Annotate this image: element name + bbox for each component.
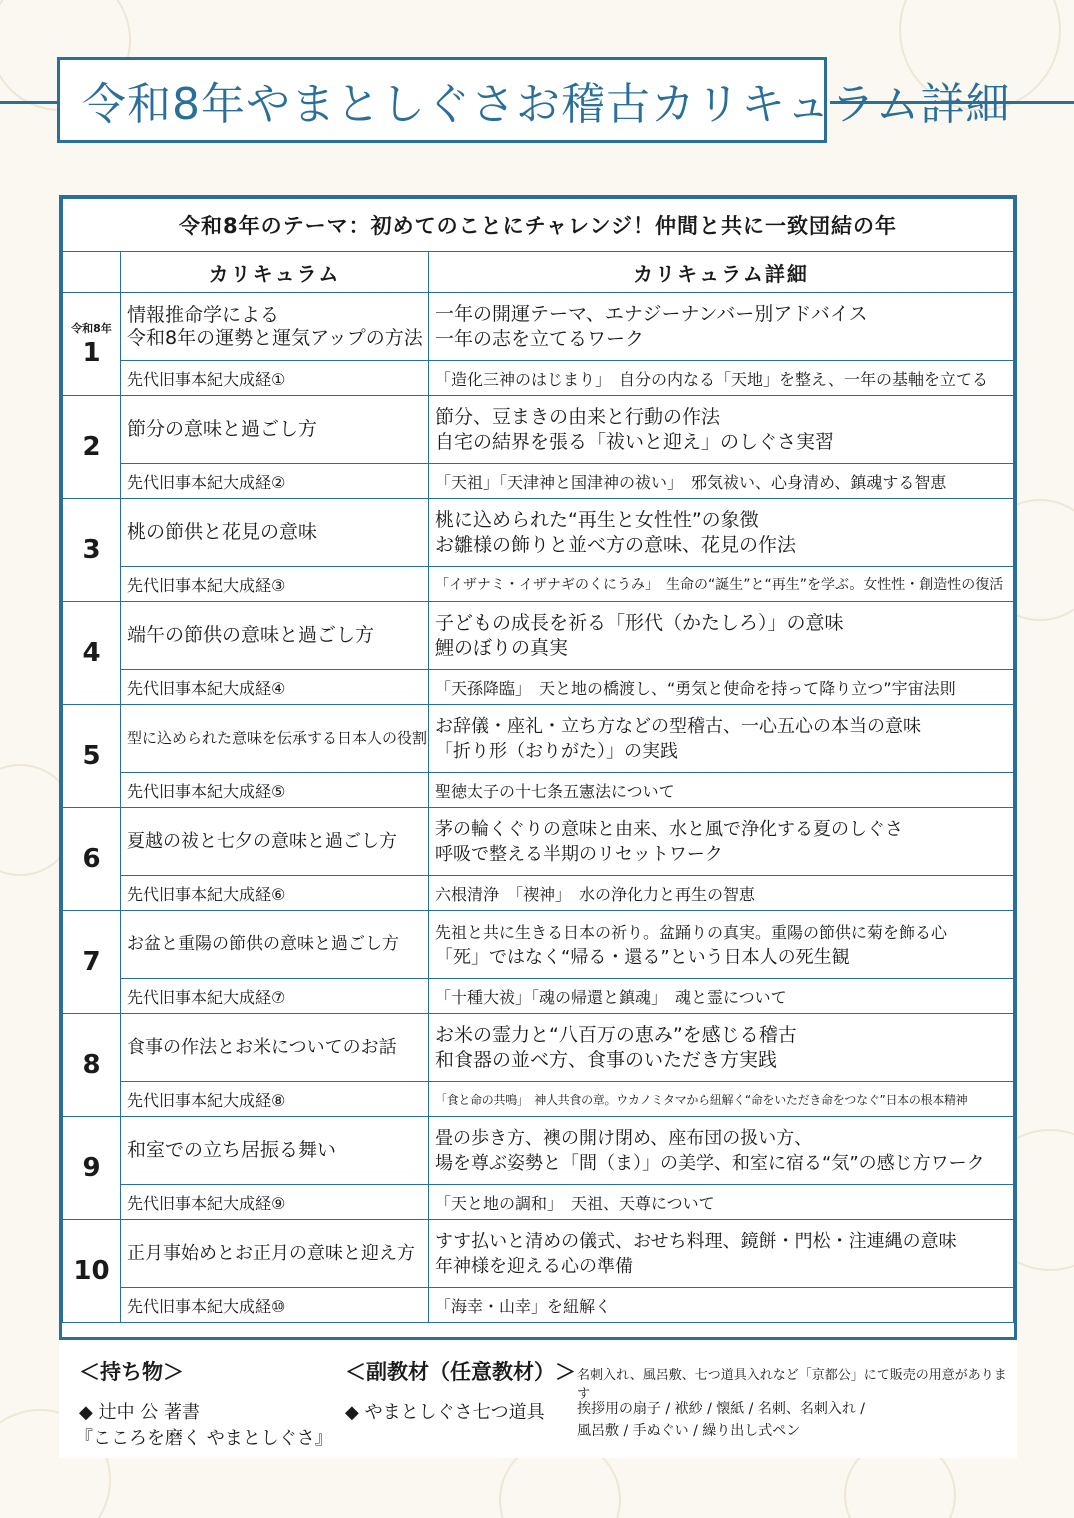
lesson-subrow xyxy=(63,567,1014,602)
lesson-title: 桃の節供と花見の意味 xyxy=(121,499,429,567)
lesson-title: 正月事始めとお正月の意味と迎え方 xyxy=(121,1220,429,1288)
lesson-number-value: 1 xyxy=(82,338,101,368)
detail-line: 呼吸で整える半期のリセットワーク xyxy=(435,843,723,865)
sub-detail: 「天孫降臨」 天と地の橋渡し、“勇気と使命を持って降り立つ”宇宙法則 xyxy=(429,670,1014,705)
lesson-row xyxy=(63,911,1014,979)
lesson-title: 型に込められた意味を伝承する日本人の役割 xyxy=(121,705,429,773)
fuku-item: ◆ やまとしぐさ七つ道具 xyxy=(345,1402,545,1423)
lesson-number: 6 xyxy=(63,808,121,911)
footer-section xyxy=(59,1337,1017,1458)
lesson-detail xyxy=(429,1117,1014,1185)
sub-detail: 「海幸・山幸」を紐解く xyxy=(429,1288,1014,1323)
sub-detail: 六根清浄 「禊神」 水の浄化力と再生の智恵 xyxy=(429,876,1014,911)
lesson-detail xyxy=(429,808,1014,876)
lesson-subrow xyxy=(63,361,1014,396)
sub-title: 先代旧事本紀大成経③ xyxy=(121,567,429,602)
lesson-number: 4 xyxy=(63,602,121,705)
lesson-number: 2 xyxy=(63,396,121,499)
lesson-subrow xyxy=(63,1185,1014,1220)
detail-line: 一年の開運テーマ、エナジーナンバー別アドバイス xyxy=(435,302,868,325)
lesson-title-line: 情報推命学による xyxy=(127,303,280,326)
lesson-detail xyxy=(429,705,1014,773)
theme-text: 令和8年のテーマ：初めてのことにチャレンジ！仲間と共に一致団結の年 xyxy=(63,199,1014,252)
lesson-row xyxy=(63,1220,1014,1288)
detail-line: 畳の歩き方、襖の開け閉め、座布団の扱い方、 xyxy=(435,1127,813,1149)
detail-line: 一年の志を立てるワーク xyxy=(435,327,645,350)
lesson-number: 9 xyxy=(63,1117,121,1220)
lesson-title: 食事の作法とお米についてのお話 xyxy=(121,1014,429,1082)
header-detail: カリキュラム詳細 xyxy=(429,252,1014,293)
lesson-title: 夏越の祓と七夕の意味と過ごし方 xyxy=(121,808,429,876)
mochimono-heading: ＜持ち物＞ xyxy=(79,1360,184,1384)
year-label: 令和8年 xyxy=(71,322,112,335)
detail-line: 「折り形（おりがた）」の実践 xyxy=(435,740,678,762)
lesson-subrow xyxy=(63,670,1014,705)
header-blank xyxy=(63,252,121,293)
sub-detail: 「造化三神のはじまり」 自分の内なる「天地」を整え、一年の基軸を立てる xyxy=(429,361,1014,396)
lesson-title: 節分の意味と過ごし方 xyxy=(121,396,429,464)
lesson-detail xyxy=(429,1014,1014,1082)
mochimono-book: 『こころを磨く やまとしぐさ』 xyxy=(75,1428,333,1449)
title-rule-left xyxy=(0,101,60,104)
lesson-number xyxy=(63,293,121,396)
sub-detail: 「天と地の調和」 天祖、天尊について xyxy=(429,1185,1014,1220)
lesson-subrow xyxy=(63,1082,1014,1117)
sub-detail: 「十種大祓」「魂の帰還と鎮魂」 魂と霊について xyxy=(429,979,1014,1014)
lesson-row xyxy=(63,1117,1014,1185)
detail-line: 鯉のぼりの真実 xyxy=(435,636,569,659)
lesson-subrow xyxy=(63,979,1014,1014)
lesson-title-line: 令和8年の運勢と運気アップの方法 xyxy=(127,326,423,349)
lesson-title xyxy=(121,293,429,361)
detail-line: 子どもの成長を祈る「形代（かたしろ）」の意味 xyxy=(435,611,844,634)
lesson-number: 10 xyxy=(63,1220,121,1323)
lesson-row xyxy=(63,808,1014,876)
sub-detail: 聖徳太子の十七条五憲法について xyxy=(429,773,1014,808)
sub-title: 先代旧事本紀大成経⑩ xyxy=(121,1288,429,1323)
detail-line: 「死」ではなく“帰る・還る”という日本人の死生観 xyxy=(435,946,850,968)
fuku-list-line: 風呂敷 / 手ぬぐい / 繰り出し式ペン xyxy=(577,1423,801,1439)
lesson-detail xyxy=(429,293,1014,361)
detail-line: 桃に込められた“再生と女性性”の象徴 xyxy=(435,508,759,531)
lesson-row xyxy=(63,705,1014,773)
sub-title: 先代旧事本紀大成経⑤ xyxy=(121,773,429,808)
sub-title: 先代旧事本紀大成経⑧ xyxy=(121,1082,429,1117)
fuku-heading: ＜副教材（任意教材）＞ xyxy=(345,1360,576,1384)
fuku-list-line: 挨拶用の扇子 / 袱紗 / 懐紙 / 名刺、名刺入れ / xyxy=(577,1401,866,1417)
detail-line: 自宅の結界を張る「祓いと迎え」のしぐさ実習 xyxy=(435,430,835,453)
lesson-detail xyxy=(429,602,1014,670)
sub-detail: 「食と命の共鳴」 神人共食の章。ウカノミタマから紐解く“命をいただき命をつなぐ”日本の根本精神 xyxy=(429,1082,1014,1117)
lesson-number: 5 xyxy=(63,705,121,808)
sub-detail: 「天祖」「天津神と国津神の祓い」 邪気祓い、心身清め、鎮魂する智恵 xyxy=(429,464,1014,499)
header-curriculum: カリキュラム xyxy=(121,252,429,293)
lesson-row xyxy=(63,499,1014,567)
lesson-detail xyxy=(429,396,1014,464)
sub-detail: 「イザナミ・イザナギのくにうみ」 生命の“誕生”と“再生”を学ぶ。女性性・創造性の復活 xyxy=(429,567,1014,602)
detail-line: すす払いと清めの儀式、おせち料理、鏡餅・門松・注連縄の意味 xyxy=(435,1230,957,1252)
lesson-detail xyxy=(429,499,1014,567)
lesson-subrow xyxy=(63,876,1014,911)
title-box xyxy=(57,57,1011,143)
sub-title: 先代旧事本紀大成経① xyxy=(121,361,429,396)
detail-line: 場を尊ぶ姿勢と「間（ま）」の美学、和室に宿る“気”の感じ方ワーク xyxy=(435,1152,985,1174)
header-row xyxy=(63,252,1014,293)
detail-line: お辞儀・座礼・立ち方などの型稽古、一心五心の本当の意味 xyxy=(435,715,921,737)
detail-line: 年神様を迎える心の準備 xyxy=(435,1255,633,1277)
sub-title: 先代旧事本紀大成経⑨ xyxy=(121,1185,429,1220)
curriculum-table xyxy=(62,198,1014,1323)
detail-line: お米の霊力と“八百万の恵み”を感じる稽古 xyxy=(435,1023,797,1046)
lesson-title: 端午の節供の意味と過ごし方 xyxy=(121,602,429,670)
detail-line: 先祖と共に生きる日本の祈り。盆踊りの真実。重陽の節供に菊を飾る心 xyxy=(435,922,948,942)
lesson-row xyxy=(63,1014,1014,1082)
lesson-subrow xyxy=(63,773,1014,808)
detail-line: 茅の輪くぐりの意味と由来、水と風で浄化する夏のしぐさ xyxy=(435,818,903,840)
lesson-number: 3 xyxy=(63,499,121,602)
lesson-title: 和室での立ち居振る舞い xyxy=(121,1117,429,1185)
lesson-subrow xyxy=(63,464,1014,499)
detail-line: 節分、豆まきの由来と行動の作法 xyxy=(435,405,721,428)
lesson-title: お盆と重陽の節供の意味と過ごし方 xyxy=(121,911,429,979)
curriculum-frame xyxy=(59,195,1017,1458)
lesson-subrow xyxy=(63,1288,1014,1323)
lesson-row xyxy=(63,293,1014,361)
detail-line: お雛様の飾りと並べ方の意味、花見の作法 xyxy=(435,533,797,556)
lesson-detail xyxy=(429,1220,1014,1288)
lesson-detail xyxy=(429,911,1014,979)
sub-title: 先代旧事本紀大成経⑦ xyxy=(121,979,429,1014)
theme-row xyxy=(63,199,1014,252)
lesson-row xyxy=(63,602,1014,670)
lesson-row xyxy=(63,396,1014,464)
sub-title: 先代旧事本紀大成経④ xyxy=(121,670,429,705)
detail-line: 和食器の並べ方、食事のいただき方実践 xyxy=(435,1048,778,1071)
fuku-note: 名刺入れ、風呂敷、七つ道具入れなど「京都公」にて販売の用意があります xyxy=(577,1368,1007,1402)
sub-title: 先代旧事本紀大成経② xyxy=(121,464,429,499)
page-title: 令和8年やまとしぐさお稽古カリキュラム詳細 xyxy=(82,79,1011,130)
lesson-number: 8 xyxy=(63,1014,121,1117)
lesson-number: 7 xyxy=(63,911,121,1014)
sub-title: 先代旧事本紀大成経⑥ xyxy=(121,876,429,911)
mochimono-item: ◆ 辻中 公 著書 xyxy=(79,1402,201,1423)
